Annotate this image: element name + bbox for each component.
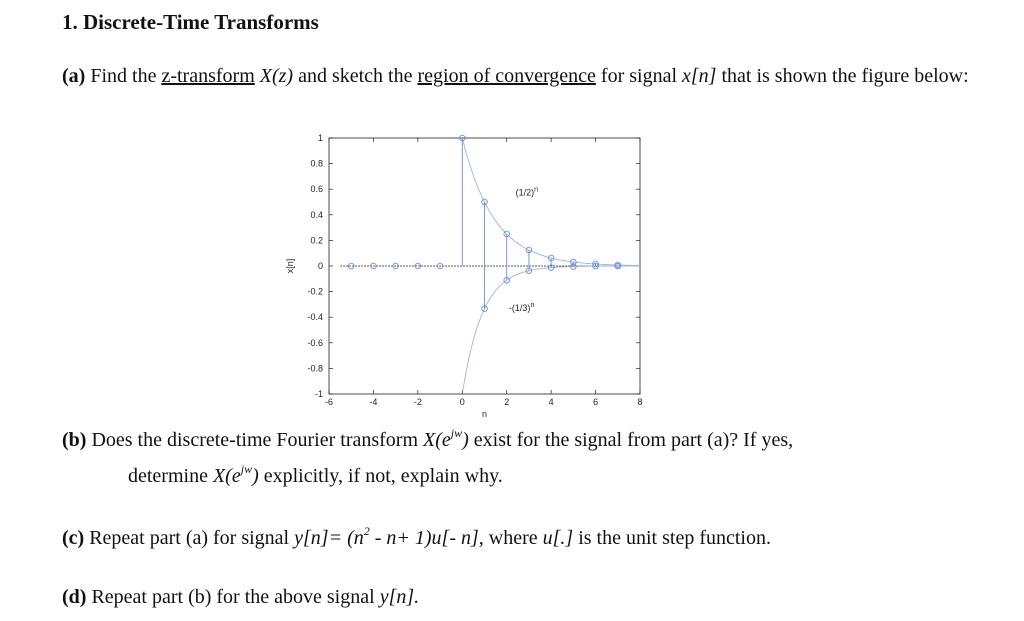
third-power-curve bbox=[463, 266, 640, 391]
part-a-text-1: Find the bbox=[85, 65, 162, 87]
half-power-curve bbox=[462, 138, 640, 266]
annotation-exponent: n bbox=[534, 186, 539, 194]
yn-expression: y[n]. bbox=[379, 586, 420, 608]
y-tick-label: -0.8 bbox=[307, 363, 323, 374]
x-tick-label: -6 bbox=[324, 397, 334, 407]
y-tick-label: -0.6 bbox=[307, 337, 323, 348]
part-a-label: (a) bbox=[62, 65, 86, 87]
x-tick-label: 8 bbox=[637, 397, 643, 407]
dtft-1-base: X(e bbox=[423, 429, 451, 451]
x-tick-label: -4 bbox=[369, 397, 378, 407]
part-b-text-2: exist for the signal from part (a)? If yes, bbox=[468, 429, 794, 451]
yn-equation-part2: - n+ 1)u[- n] bbox=[369, 527, 479, 549]
part-d-text bbox=[62, 585, 419, 609]
x-tick-label: 0 bbox=[459, 397, 465, 407]
part-a-text-4: that is shown the figure below: bbox=[716, 65, 969, 87]
z-transform-link[interactable]: z-transform bbox=[161, 65, 255, 87]
part-b-text-4: explicitly, if not, explain why. bbox=[258, 465, 503, 487]
part-c-text bbox=[62, 526, 771, 550]
part-c-text-2: , where bbox=[478, 527, 543, 549]
annotation-base: -(1/3) bbox=[508, 302, 531, 313]
annotation-base: (1/2) bbox=[515, 187, 535, 198]
part-b-text-1: Does the discrete-time Fourier transform bbox=[86, 429, 424, 451]
y-tick-label: 0.6 bbox=[310, 184, 323, 195]
page-title: 1. Discrete-Time Transforms bbox=[62, 10, 319, 34]
roc-link[interactable]: region of convergence bbox=[417, 65, 596, 87]
yn-exponent: 2 bbox=[363, 524, 370, 538]
dtft-2-close: ) bbox=[252, 465, 259, 487]
y-tick-label: -0.4 bbox=[307, 312, 323, 323]
xz-expression: X(z) bbox=[259, 65, 294, 87]
y-axis-label: x[n] bbox=[285, 258, 295, 274]
dtft-expression-2 bbox=[212, 462, 259, 487]
part-b-label: (b) bbox=[62, 429, 87, 451]
part-b-text-3: determine bbox=[128, 465, 213, 487]
x-tick-label: 6 bbox=[593, 397, 599, 407]
signal-stem-plot bbox=[270, 128, 670, 418]
unit-step-expression: u[.] bbox=[542, 527, 574, 549]
part-b-text bbox=[62, 428, 1007, 452]
part-b-text-line2 bbox=[128, 464, 503, 488]
x-tick-label: -2 bbox=[413, 397, 422, 407]
dtft-2-exponent: jw bbox=[240, 462, 253, 476]
y-tick-label: 1 bbox=[317, 133, 323, 143]
y-tick-label: 0.2 bbox=[310, 235, 323, 246]
x-tick-label: 4 bbox=[548, 397, 554, 407]
y-tick-label: 0.4 bbox=[310, 209, 323, 220]
dtft-1-close: ) bbox=[462, 429, 469, 451]
part-a-text-2: and sketch the bbox=[293, 65, 418, 87]
y-tick-label: 0 bbox=[317, 261, 323, 271]
part-d-text-1: Repeat part (b) for the above signal bbox=[86, 586, 380, 608]
x-tick-label: 2 bbox=[504, 397, 510, 407]
dtft-1-exponent: jw bbox=[450, 426, 463, 440]
curve-annotation-2 bbox=[509, 302, 535, 313]
dtft-2-base: X(e bbox=[212, 465, 241, 487]
y-tick-label: -1 bbox=[314, 389, 323, 399]
xn-expression: x[n] bbox=[682, 65, 717, 87]
part-c-text-3: is the unit step function. bbox=[573, 527, 771, 549]
y-tick-label: -0.2 bbox=[307, 286, 323, 297]
yn-equation bbox=[294, 524, 479, 549]
part-a-text-3: for signal bbox=[595, 65, 683, 87]
annotation-exponent: n bbox=[530, 301, 535, 309]
part-d-label: (d) bbox=[62, 586, 87, 608]
dtft-expression-1 bbox=[423, 426, 469, 451]
part-c-label: (c) bbox=[62, 527, 85, 549]
y-tick-label: 0.8 bbox=[310, 158, 323, 169]
x-axis-label: n bbox=[481, 409, 488, 418]
yn-equation-part1: y[n]= (n bbox=[294, 527, 364, 549]
part-a-text bbox=[62, 64, 1007, 88]
part-c-text-1: Repeat part (a) for signal bbox=[84, 527, 295, 549]
curve-annotation-1 bbox=[516, 187, 539, 198]
